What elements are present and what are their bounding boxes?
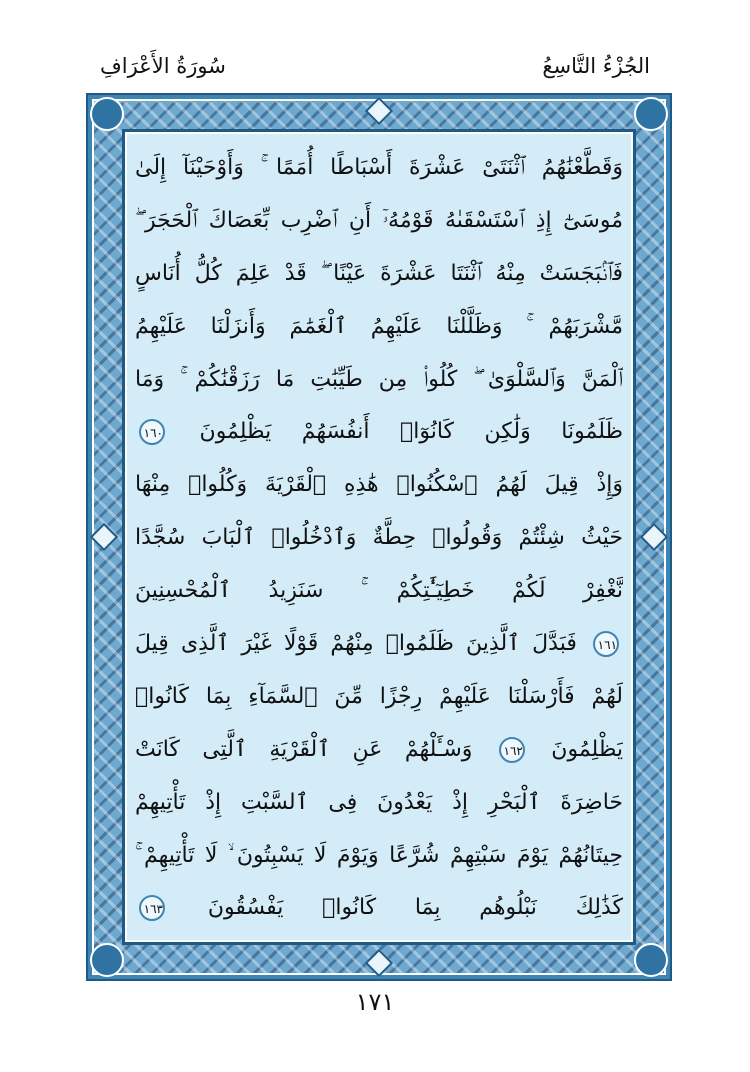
corner-ornament-icon <box>90 943 124 977</box>
text-line <box>135 301 623 354</box>
line-text: فَبَدَّلَ ٱلَّذِينَ ظَلَمُوا۟ مِنْهُمْ قَوْلًا غَيْرَ ٱلَّذِى قِيلَ <box>135 631 577 657</box>
line-text: مُوسَىٰٓ إِذِ ٱسْتَسْقَىٰهُ قَوْمُهُۥٓ أَنِ ٱضْرِب بِّعَصَاكَ ٱلْحَجَرَ ۖ <box>135 207 623 233</box>
line-text: يَظْلِمُونَ <box>551 736 623 762</box>
text-line <box>135 459 623 512</box>
line-text: حَيْثُ شِئْتُمْ وَقُولُوا۟ حِطَّةٌ وَٱدْخُلُوا۟ ٱلْبَابَ سُجَّدًا <box>135 525 623 551</box>
quran-text-panel <box>122 129 636 945</box>
page-number: ١٧١ <box>355 988 395 1016</box>
ayah-number-marker: ١٦١ <box>593 631 619 657</box>
line-text: حَاضِرَةَ ٱلْبَحْرِ إِذْ يَعْدُونَ فِى ٱلسَّبْتِ إِذْ تَأْتِيهِمْ <box>135 789 623 815</box>
text-line <box>135 618 623 671</box>
surah-title: سُورَةُ الأَعْرَافِ <box>100 54 226 78</box>
line-text: وَسْـَٔلْهُمْ عَنِ ٱلْقَرْيَةِ ٱلَّتِى كَانَتْ <box>135 736 473 762</box>
text-line <box>135 671 623 724</box>
line-text: وَإِذْ قِيلَ لَهُمُ ٱسْكُنُوا۟ هَٰذِهِ ٱلْقَرْيَةَ وَكُلُوا۟ مِنْهَا <box>135 472 623 498</box>
text-line <box>135 142 623 195</box>
text-line <box>135 512 623 565</box>
ayah-number-marker: ١٦٠ <box>139 419 165 445</box>
line-text: حِيتَانُهُمْ يَوْمَ سَبْتِهِمْ شُرَّعًا وَيَوْمَ لَا يَسْبِتُونَ ۙ لَا تَأْتِيهِمْ ۚ <box>135 842 623 868</box>
text-line <box>135 406 623 459</box>
verse-lines <box>135 142 623 932</box>
corner-ornament-icon <box>634 97 668 131</box>
ornamental-frame <box>86 93 672 981</box>
line-text: فَٱنۢبَجَسَتْ مِنْهُ ٱثْنَتَا عَشْرَةَ عَيْنًا ۖ قَدْ عَلِمَ كُلُّ أُنَاسٍ <box>135 260 623 286</box>
line-text: كَذَٰلِكَ نَبْلُوهُم بِمَا كَانُوا۟ يَفْسُقُونَ <box>207 895 623 921</box>
text-line <box>135 830 623 883</box>
line-text: وَقَطَّعْنَٰهُمُ ٱثْنَتَىْ عَشْرَةَ أَسْبَاطًا أُمَمًا ۚ وَأَوْحَيْنَآ إِلَىٰ <box>135 155 623 180</box>
ayah-number-marker: ١٦٣ <box>139 895 165 921</box>
line-text: نَّغْفِرْ لَكُمْ خَطِيٓـَٰٔتِكُمْ ۚ سَنَزِيدُ ٱلْمُحْسِنِينَ <box>135 578 623 604</box>
text-line <box>135 565 623 618</box>
line-text: لَهُمْ فَأَرْسَلْنَا عَلَيْهِمْ رِجْزًا مِّنَ ٱلسَّمَآءِ بِمَا كَانُوا۟ <box>135 683 623 709</box>
text-line <box>135 195 623 248</box>
line-text: ظَلَمُونَا وَلَٰكِن كَانُوٓا۟ أَنفُسَهُمْ يَظْلِمُونَ <box>199 419 623 445</box>
juz-title: الجُزْءُ التَّاسِعُ <box>542 54 650 78</box>
ayah-number-marker: ١٦٢ <box>499 737 525 763</box>
text-line <box>135 882 623 935</box>
page-header <box>0 0 750 95</box>
text-line <box>135 354 623 407</box>
text-line <box>135 777 623 830</box>
corner-ornament-icon <box>90 97 124 131</box>
text-line <box>135 248 623 301</box>
text-line <box>135 724 623 777</box>
line-text: ٱلْمَنَّ وَٱلسَّلْوَىٰ ۖ كُلُوا۟ مِن طَيِّبَٰتِ مَا رَزَقْنَٰكُمْ ۚ وَمَا <box>135 366 623 392</box>
corner-ornament-icon <box>634 943 668 977</box>
line-text: مَّشْرَبَهُمْ ۚ وَظَلَّلْنَا عَلَيْهِمُ ٱلْغَمَٰمَ وَأَنزَلْنَا عَلَيْهِمُ <box>135 313 623 339</box>
